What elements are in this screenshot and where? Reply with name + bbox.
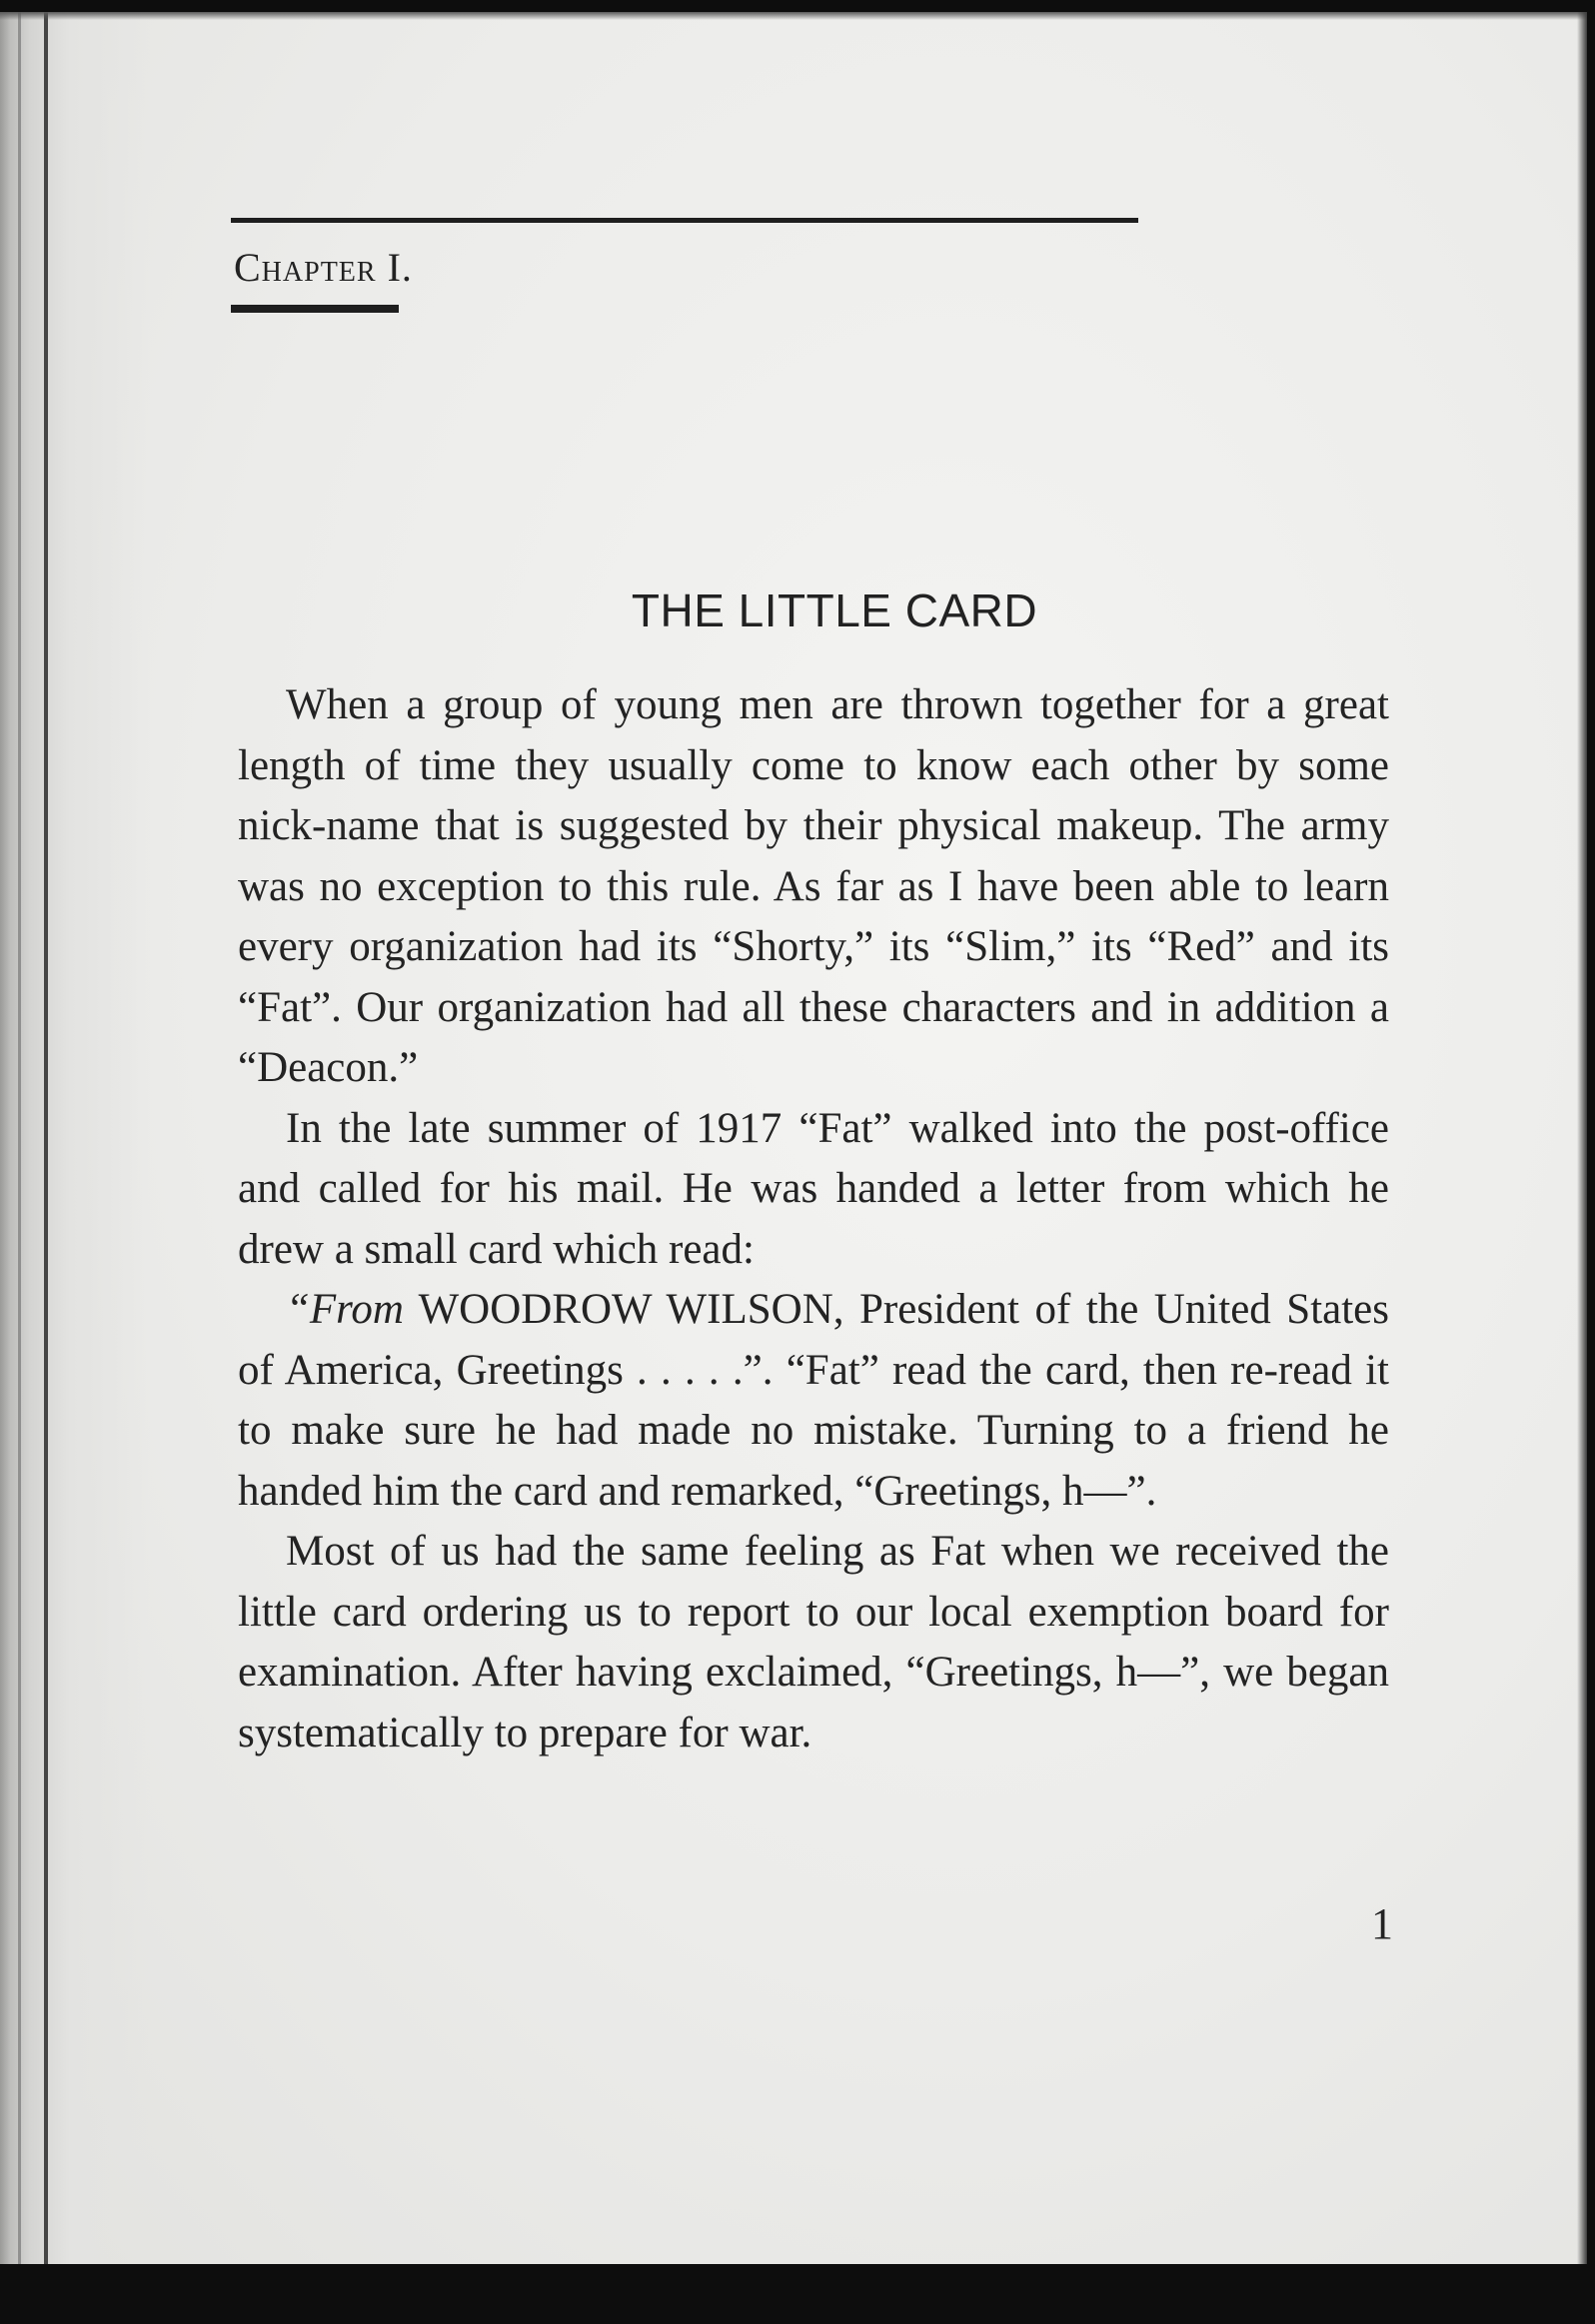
chapter-label: Chapter I. — [234, 245, 413, 290]
top-edge-shadow — [0, 12, 1587, 20]
right-edge-shadow — [1577, 12, 1587, 2264]
spine-fold — [44, 12, 48, 2264]
spine-edge — [18, 12, 21, 2264]
paragraph-3-text: WOODROW WILSON, President of the United States of America, Greetings . . . . .”. “Fat” read the card, then re-read it to make sure he had made no mistake. Turning to a friend he handed him the card and remarked, “Greetings, h—”. — [238, 1286, 1389, 1515]
header-rule — [231, 218, 1138, 223]
paragraph-3-italic: “From — [286, 1286, 404, 1333]
page-number: 1 — [1371, 1899, 1393, 1948]
chapter-underline — [231, 305, 399, 313]
page-paper — [0, 12, 1587, 2264]
paragraph-2: In the late summer of 1917 “Fat” walked into the post-office and called for his mail. He was handed a letter from which he drew a small card which read: — [238, 1104, 1389, 1273]
body-text — [238, 675, 1389, 1763]
paragraph-4: Most of us had the same feeling as Fat when we received the little card ordering us to report to our local exemption board for examination. After having exclaimed, “Greetings, h—”, we began systematically to prepare for war. — [238, 1528, 1389, 1756]
chapter-title: THE LITTLE CARD — [631, 584, 1038, 636]
paragraph-1: When a group of young men are thrown together for a great length of time they usually come to know each other by some nick-name that is suggested by their physical makeup. The army was no exception to this rule. As far as I have been able to learn every organization had its “Shorty,” its “Slim,” its “Red” and its “Fat”. Our organization had all these characters and in addition a “Deacon.” — [238, 681, 1389, 1091]
spine-shadow — [0, 12, 150, 2264]
paragraph-3 — [238, 1280, 1389, 1522]
